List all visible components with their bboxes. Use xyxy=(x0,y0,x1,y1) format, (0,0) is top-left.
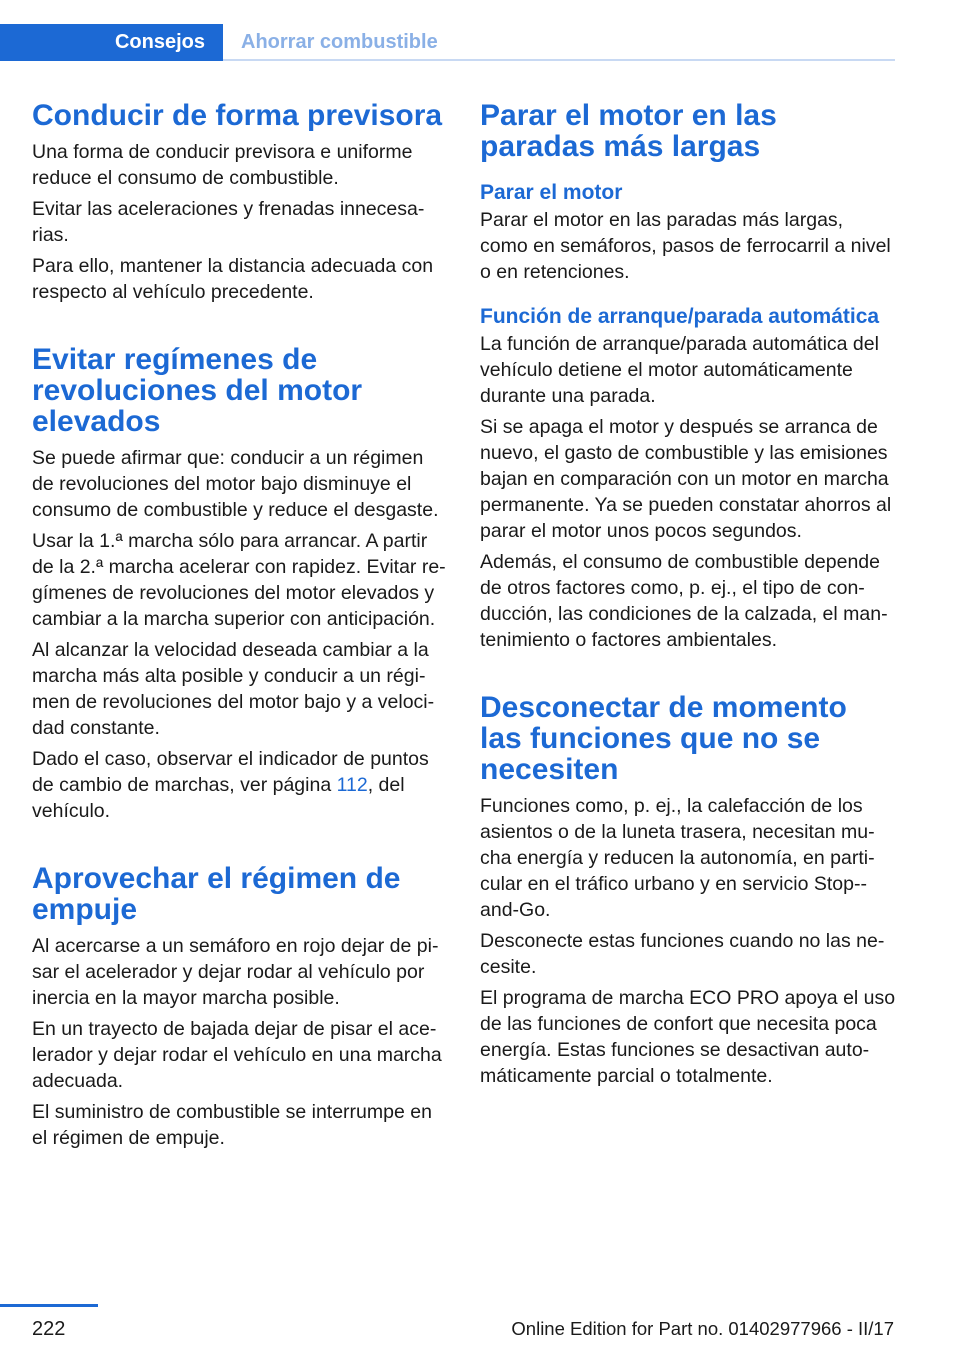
paragraph: El programa de marcha ECO PRO apoya el uso de las funciones de confort que necesita poca energía. Estas funciones se desactivan automáticamente parcial o totalmente. xyxy=(480,987,896,1087)
edition-note: Online Edition for Part no. 01402977966 - II/17 xyxy=(511,1318,894,1339)
section-tab-ahorrar-combustible[interactable]: Ahorrar combustible xyxy=(241,31,438,53)
paragraph: Evitar las aceleraciones y frenadas innecesarias. xyxy=(32,198,425,246)
paragraph: En un trayecto de bajada dejar de pisar el acelerador y dejar rodar el vehículo en una marcha adecuada. xyxy=(32,1018,442,1092)
page-reference-link[interactable]: 112 xyxy=(336,774,368,796)
subheading-parar-motor: Parar el motor xyxy=(480,181,623,204)
paragraph: Al acercarse a un semáforo en rojo dejar de pisar el acelerador y dejar rodar al vehículo por inercia en la mayor marcha posible. xyxy=(32,935,439,1009)
header-divider xyxy=(223,59,895,61)
heading-evitar-regimenes: Evitar regímenes de revoluciones del motor elevados xyxy=(32,343,363,438)
subheading-arranque-parada: Función de arranque/parada automática xyxy=(480,305,880,328)
text: , del vehículo. xyxy=(32,774,405,822)
chapter-tab-consejos[interactable]: Consejos xyxy=(0,24,223,61)
paragraph: Si se apaga el motor y después se arranca de nuevo, el gasto de combustible y las emisiones bajan en comparación con un motor en marcha permanente. Ya se pueden constatar ahorros al parar el motor unos pocos segundos. xyxy=(480,416,892,542)
left-column xyxy=(32,100,448,1156)
paragraph: Al alcanzar la velocidad deseada cambiar a la marcha más alta posible y conducir a un régimen de revoluciones del motor bajo y a velocidad constante. xyxy=(32,639,435,739)
paragraph: Desconecte estas funciones cuando no las necesite. xyxy=(480,930,885,978)
paragraph: Usar la 1.ª marcha sólo para arrancar. A partir de la 2.ª marcha acelerar con rapidez. Evitar regímenes de revoluciones del motor elevados y cambiar a la marcha superior con anticipación. xyxy=(32,530,446,630)
page-header xyxy=(0,0,960,62)
paragraph: Para ello, mantener la distancia adecuada con respecto al vehículo precedente. xyxy=(32,255,434,303)
paragraph: Además, el consumo de combustible depende de otros factores como, p. ej., el tipo de conducción, las condiciones de la calzada, el mantenimiento o factores ambientales. xyxy=(480,551,888,651)
paragraph: La función de arranque/parada automática del vehículo detiene el motor automáticamente durante una parada. xyxy=(480,333,879,407)
right-column xyxy=(480,100,896,1094)
paragraph: Una forma de conducir previsora e uniforme reduce el consumo de combustible. xyxy=(32,141,413,189)
text: Dado el caso, observar el indicador de puntos de cambio de marchas, ver página xyxy=(32,748,429,796)
heading-desconectar-funciones: Desconectar de momento las funciones que no se necesiten xyxy=(480,691,847,786)
heading-aprovechar-empuje: Aprovechar el régimen de empuje xyxy=(32,862,401,926)
paragraph: Se puede afirmar que: conducir a un régimen de revoluciones del motor bajo disminuye el consumo de combustible y reduce el desgaste. xyxy=(32,447,439,521)
page-number: 222 xyxy=(32,1318,66,1340)
paragraph: El suministro de combustible se interrumpe en el régimen de empuje. xyxy=(32,1101,432,1149)
heading-conducir-previsora: Conducir de forma previsora xyxy=(32,99,443,132)
footer-divider xyxy=(0,1304,98,1307)
paragraph-with-page-ref xyxy=(32,746,448,824)
paragraph: Parar el motor en las paradas más largas, como en semáforos, pasos de ferrocarril a nivel o en retenciones. xyxy=(480,209,891,283)
heading-parar-motor-paradas: Parar el motor en las paradas más largas xyxy=(480,99,777,163)
paragraph: Funciones como, p. ej., la calefacción de los asientos o de la luneta trasera, necesitan mucha energía y reducen la autonomía, en particular en el tráfico urbano y en servicio Stop-and-Go. xyxy=(480,795,875,921)
